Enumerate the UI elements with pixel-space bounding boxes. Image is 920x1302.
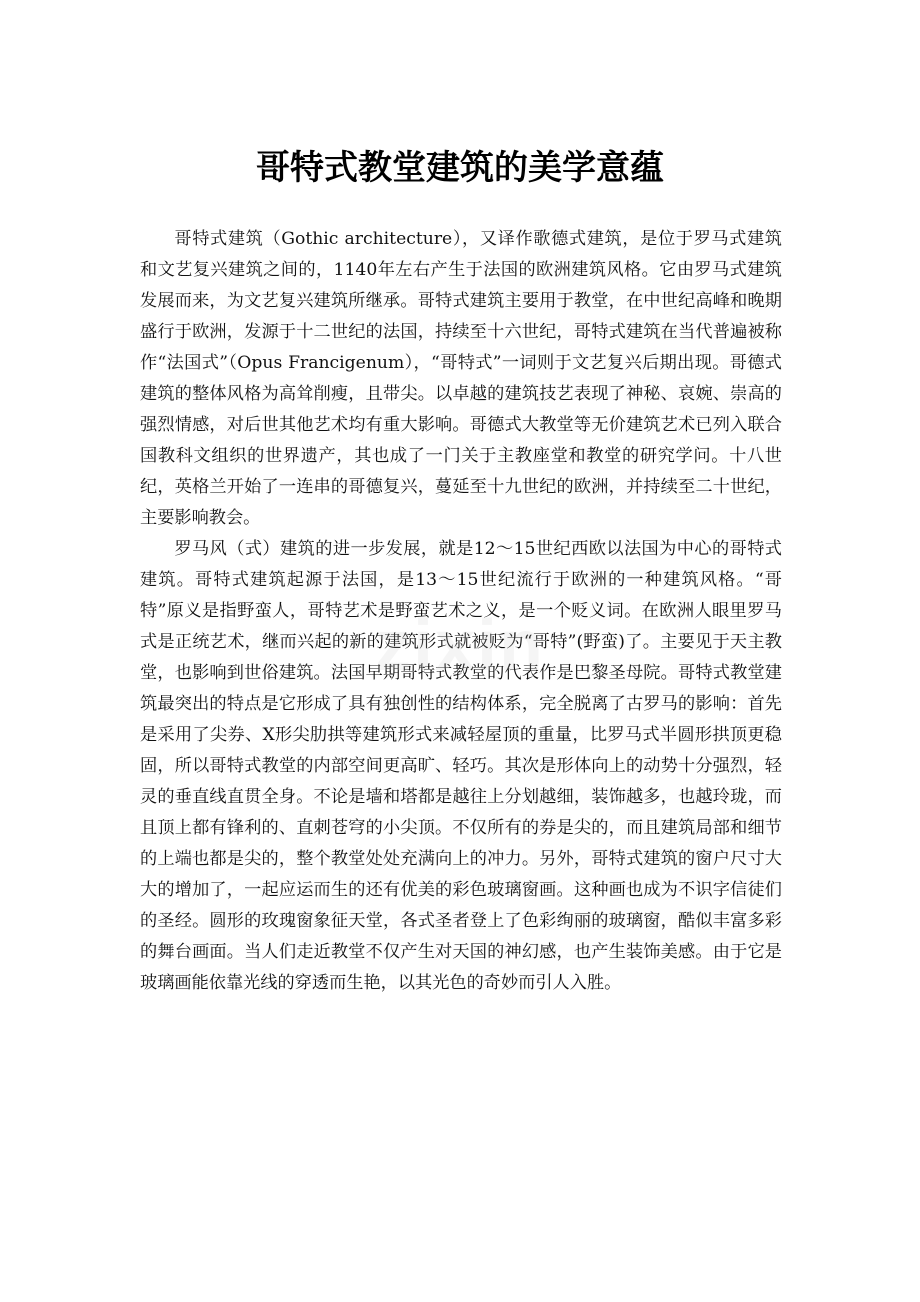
watermark: zixin bbox=[374, 606, 546, 686]
paragraph-1: 哥特式建筑（Gothic architecture），又译作歌德式建筑，是位于罗马式建筑和文艺复兴建筑之间的，1140年左右产生于法国的欧洲建筑风格。它由罗马式建筑发展而来，为文艺复兴建筑所继承。哥特式建筑主要用于教堂，在中世纪高峰和晚期盛行于欧洲，发源于十二世纪的法国，持续至十六世纪，哥特式建筑在当代普遍被称作“法国式”（Opus Francigenum），“哥特式”一词则于文艺复兴后期出现。哥德式建筑的整体风格为高耸削瘦，且带尖。以卓越的建筑技艺表现了神秘、哀婉、崇高的强烈情感，对后世其他艺术均有重大影响。哥德式大教堂等无价建筑艺术已列入联合国教科文组织的世界遗产，其也成了一门关于主教座堂和教堂的研究学问。十八世纪，英格兰开始了一连串的哥德复兴，蔓延至十九世纪的欧洲，并持续至二十世纪，主要影响教会。 bbox=[140, 229, 782, 528]
document-body bbox=[140, 224, 782, 999]
document-title: 哥特式教堂建筑的美学意蕴 bbox=[256, 148, 664, 188]
paragraph-2: 罗马风（式）建筑的进一步发展，就是12～15世纪西欧以法国为中心的哥特式建筑。哥特式建筑起源于法国，是13～15世纪流行于欧洲的一种建筑风格。“哥特”原义是指野蛮人，哥特艺术是野蛮艺术之义，是一个贬义词。在欧洲人眼里罗马式是正统艺术，继而兴起的新的建筑形式就被贬为“哥特”(野蛮)了。主要见于天主教堂，也影响到世俗建筑。法国早期哥特式教堂的代表作是巴黎圣母院。哥特式教堂建筑最突出的特点是它形成了具有独创性的结构体系，完全脱离了古罗马的影响：首先是采用了尖券、X形尖肋拱等建筑形式来减轻屋顶的重量，比罗马式半圆形拱顶更稳固，所以哥特式教堂的内部空间更高旷、轻巧。其次是形体向上的动势十分强烈，轻灵的垂直线直贯全身。不论是墙和塔都是越往上分划越细，装饰越多，也越玲珑，而且顶上都有锋利的、直刺苍穹的小尖顶。不仅所有的券是尖的，而且建筑局部和细节的上端也都是尖的，整个教堂处处充满向上的冲力。另外，哥特式建筑的窗户尺寸大大的增加了，一起应运而生的还有优美的彩色玻璃窗画。这种画也成为不识字信徒们的圣经。圆形的玫瑰窗象征天堂，各式圣者登上了色彩绚丽的玻璃窗，酷似丰富多彩的舞台画面。当人们走近教堂不仅产生对天国的神幻感，也产生装饰美感。由于它是玻璃画能依靠光线的穿透而生艳，以其光色的奇妙而引人入胜。 bbox=[140, 539, 782, 993]
